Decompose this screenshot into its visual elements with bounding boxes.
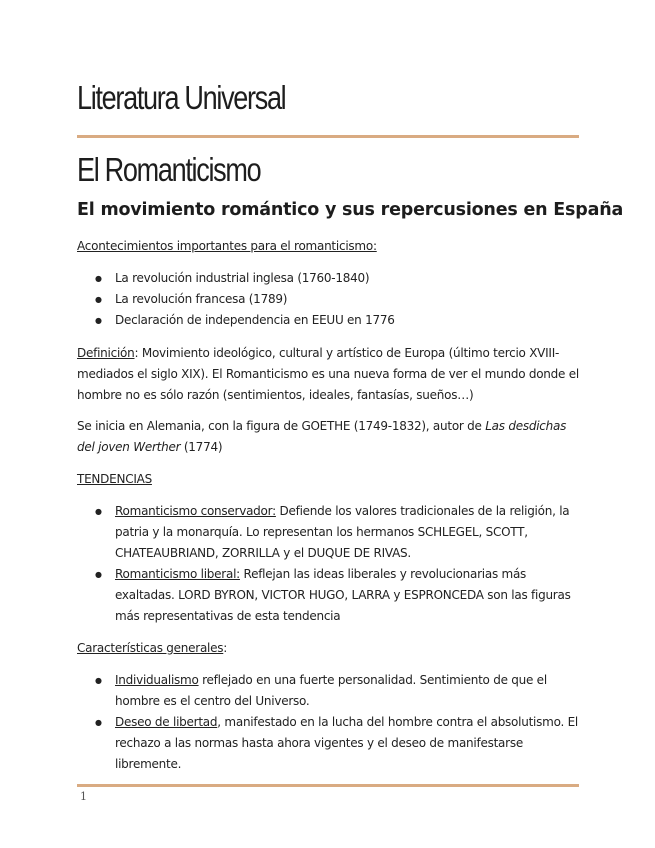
caracteristicas-section (77, 638, 579, 775)
list-item (77, 501, 579, 564)
caracteristica-text: , manifestado en la lucha del hombre contra el absolutismo. El rechazo a las normas hasta ahora vigentes y el deseo de manifestarse libremente. (115, 715, 578, 771)
caracteristicas-heading: Características generales (77, 641, 224, 655)
list-item: ● La revolución industrial inglesa (1760-1840) (77, 268, 579, 289)
section-subtitle: El movimiento romántico y sus repercusiones en España (77, 200, 624, 220)
work-title: Las desdichas del joven Werther (77, 419, 567, 454)
inicio-text: Se inicia en Alemania, con la figura de GOETHE (1749-1832), autor de (77, 419, 486, 433)
inicio-paragraph (77, 416, 579, 458)
acontecimientos-heading: Acontecimientos importantes para el romanticismo: (77, 239, 377, 253)
tendencia-text: Reflejan las ideas liberales y revolucionarias más exaltadas. LORD BYRON, VICTOR HUGO, LARRA y ESPRONCEDA son las figuras más representativas de esta tendencia (115, 567, 571, 623)
tendencia-label: Romanticismo conservador: (115, 504, 276, 518)
document-title: Literatura Universal (77, 79, 286, 116)
list-item (77, 670, 579, 712)
caracteristicas-colon: : (223, 641, 228, 655)
caracteristica-label: Deseo de libertad (115, 715, 218, 729)
caracteristicas-heading-row (77, 638, 579, 659)
list-item: ● Declaración de independencia en EEUU en 1776 (77, 310, 579, 331)
definicion-label: Definición (77, 346, 135, 360)
acontecimientos-section (77, 236, 579, 331)
footer-divider (77, 784, 579, 787)
caracteristica-label: Individualismo (115, 673, 199, 687)
inicio-year: (1774) (180, 440, 223, 454)
list-item (77, 712, 579, 775)
tendencias-list (77, 501, 579, 627)
page-number: 1 (80, 790, 87, 803)
section-title: El Romanticismo (77, 151, 261, 188)
tendencias-heading: TENDENCIAS (77, 472, 152, 486)
list-item: ● La revolución francesa (1789) (77, 289, 579, 310)
tendencias-section (77, 469, 579, 627)
acontecimientos-list (77, 268, 579, 331)
tendencia-text: Defiende los valores tradicionales de la religión, la patria y la monarquía. Lo representan los hermanos SCHLEGEL, SCOTT, CHATEAUBRIAND, ZORRILLA y el DUQUE DE RIVAS. (115, 504, 570, 560)
definicion-paragraph (77, 343, 579, 406)
caracteristica-text: reflejado en una fuerte personalidad. Sentimiento de que el hombre es el centro del Universo. (115, 673, 547, 708)
header-divider (77, 135, 579, 138)
definicion-text: : Movimiento ideológico, cultural y artístico de Europa (último tercio XVIII-mediados el siglo XIX). El Romanticismo es una nueva forma de ver el mundo donde el hombre no es sólo razón (sentimientos, ideales, fantasías, sueños…) (77, 346, 579, 402)
tendencia-label: Romanticismo liberal: (115, 567, 240, 581)
list-item (77, 564, 579, 627)
caracteristicas-list (77, 670, 579, 775)
